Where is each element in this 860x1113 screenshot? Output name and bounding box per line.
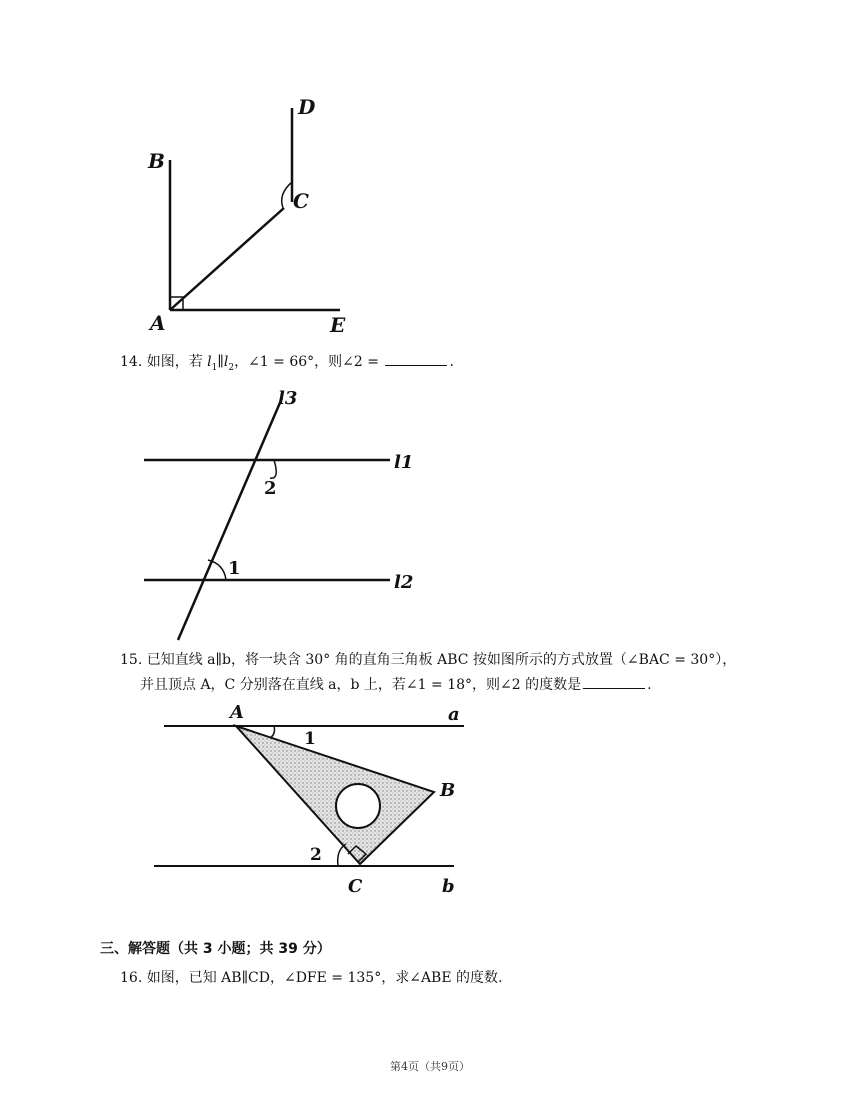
q14-text-b: ，∠1 = 66°，则∠2 = <box>234 354 379 370</box>
figure-angle-abcde <box>140 90 360 340</box>
label-angle-2: 2 <box>264 478 277 499</box>
label-D: D <box>298 95 316 119</box>
figure-parallel-lines <box>140 384 430 644</box>
label-C: C <box>293 189 309 213</box>
label-A: A <box>150 311 166 335</box>
q15-end: . <box>647 677 652 693</box>
answer-blank[interactable] <box>583 676 645 689</box>
q14-l1: l <box>207 354 212 370</box>
label-E: E <box>330 313 346 337</box>
label-B: B <box>148 149 165 173</box>
question-15-line-1: 15. 已知直线 a∥b，将一块含 30° 角的直角三角板 ABC 按如图所示的方式放置（∠BAC = 30°）， <box>120 652 737 668</box>
figure-triangle-ruler <box>150 698 480 898</box>
q14-end: . <box>449 354 454 370</box>
answer-blank[interactable] <box>385 353 447 366</box>
question-15-line-2 <box>140 675 652 695</box>
page-footer: 第4页（共9页） <box>390 1060 470 1073</box>
q14-sub1: 1 <box>211 362 218 373</box>
question-14 <box>120 352 454 378</box>
label-B: B <box>440 780 456 801</box>
label-l3: l3 <box>278 388 298 409</box>
label-l2: l2 <box>394 572 414 593</box>
q14-number: 14. <box>120 354 143 370</box>
label-angle-2: 2 <box>310 845 322 865</box>
question-16: 16. 如图，已知 AB∥CD，∠DFE = 135°，求∠ABE 的度数. <box>120 970 503 986</box>
label-C: C <box>348 876 363 897</box>
label-angle-1: 1 <box>304 729 316 749</box>
label-b: b <box>442 876 455 897</box>
q14-parallel: ∥ <box>217 354 224 370</box>
label-angle-1: 1 <box>228 558 241 579</box>
q14-text-a: 如图，若 <box>146 354 203 370</box>
label-l1: l1 <box>394 452 414 473</box>
q15-text: 并且顶点 A，C 分别落在直线 a，b 上，若∠1 = 18°，则∠2 的度数是 <box>140 677 582 693</box>
q14-l2: l <box>223 354 229 370</box>
label-a: a <box>448 704 460 725</box>
q14-sub2: 2 <box>228 362 235 373</box>
label-A: A <box>230 702 244 723</box>
section-title: 三、解答题（共 3 小题；共 39 分） <box>100 941 331 957</box>
